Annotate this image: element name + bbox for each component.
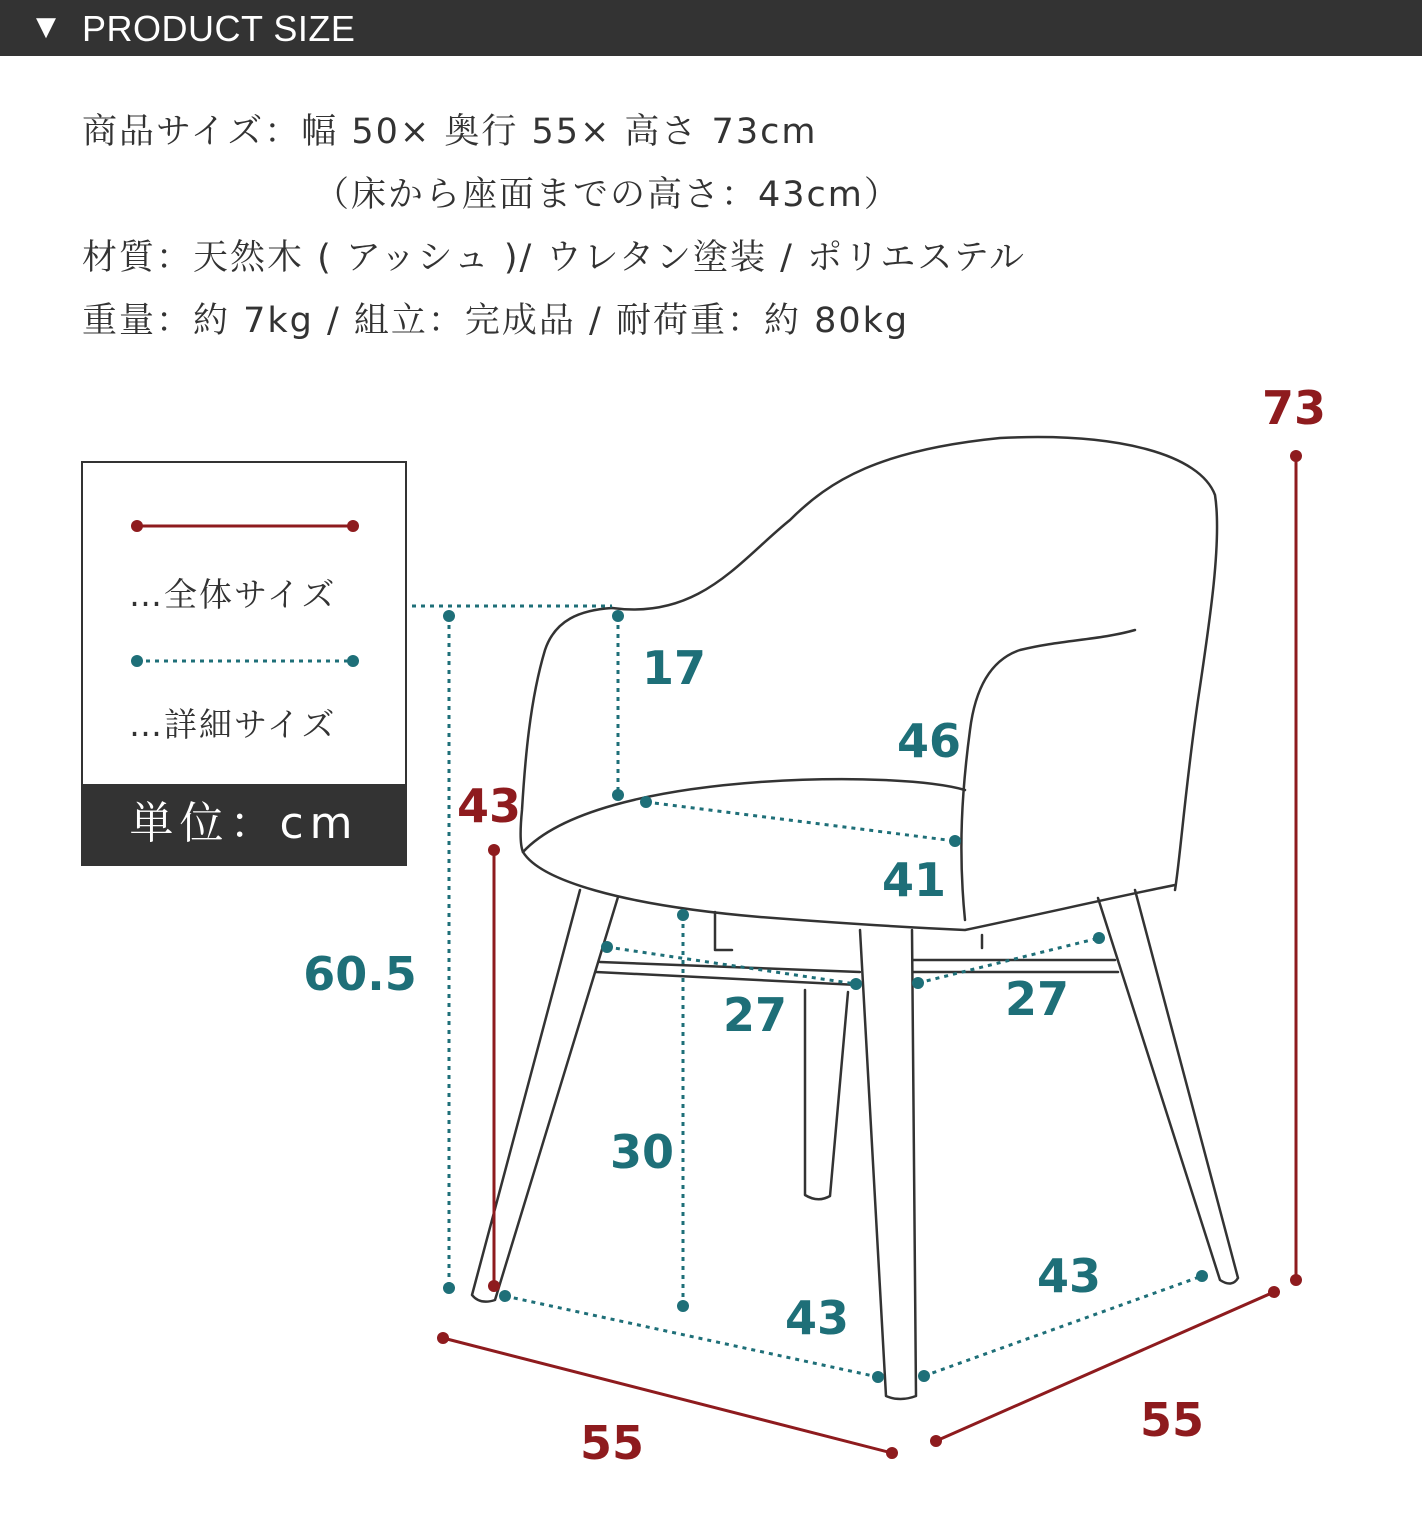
chair-leg-back-center	[805, 990, 848, 1199]
height-total-dot-bottom	[1290, 1274, 1302, 1286]
height-total-dot-top	[1290, 450, 1302, 462]
legend-overall-label: …全体サイズ	[129, 575, 337, 614]
width-front-label: 55	[579, 1416, 645, 1470]
stretcher-height-dot-top	[677, 909, 689, 921]
height-total-label: 73	[1261, 381, 1327, 435]
seat-height-dot-bottom	[488, 1280, 500, 1292]
overall-dimension-lines	[437, 450, 1302, 1459]
stretcher-left-dot-left	[601, 941, 613, 953]
seat-height-dot-top	[488, 844, 500, 856]
spec-product-size: 商品サイズ：幅 50× 奥行 55× 高さ 73cm	[82, 112, 818, 152]
stretcher-left-label: 27	[722, 988, 788, 1042]
depth-side-line	[936, 1292, 1274, 1441]
chair-leg-right	[1098, 890, 1238, 1284]
depth-side-dot-right	[1268, 1286, 1280, 1298]
leg-span-front-label: 43	[784, 1291, 850, 1345]
width-front-dot-left	[437, 1332, 449, 1344]
depth-side-dot-left	[930, 1435, 942, 1447]
triangle-down-icon: ▼	[36, 12, 56, 42]
armrest-height-label: 60.5	[303, 947, 417, 1001]
leg-span-side-dot-left	[918, 1370, 930, 1382]
seat-height-label: 43	[456, 779, 522, 833]
leg-span-side-dot-right	[1196, 1270, 1208, 1282]
seat-width-line	[646, 802, 955, 841]
spec-seat-height: （床から座面までの高さ：43cm）	[314, 175, 901, 215]
seat-width-label: 46	[896, 714, 962, 768]
spec-material: 材質：天然木 ( アッシュ )/ ウレタン塗装 / ポリエステル	[82, 238, 1026, 278]
leg-span-front-dot-right	[872, 1371, 884, 1383]
stretcher-height-label: 30	[609, 1125, 675, 1179]
chair-front-edge	[523, 852, 1175, 930]
width-front-dot-right	[886, 1447, 898, 1459]
chair-outline	[472, 437, 1238, 1399]
depth-side-label: 55	[1139, 1393, 1205, 1447]
leg-span-front-dot-left	[499, 1290, 511, 1302]
armrest-height-dot-top	[443, 610, 455, 622]
section-title: PRODUCT SIZE	[82, 8, 356, 49]
arm-above-seat-dot-bottom	[612, 789, 624, 801]
seat-width-dot-left	[640, 796, 652, 808]
seat-width-dot-right	[949, 835, 961, 847]
stretcher-right-dot-right	[1093, 932, 1105, 944]
armrest-height-dot-bottom	[443, 1282, 455, 1294]
legend-detail-label: …詳細サイズ	[129, 705, 337, 744]
chair-seat	[523, 779, 965, 852]
unit-label: 単位：cm	[83, 784, 405, 864]
chair-right-arm-inner	[961, 630, 1135, 920]
width-front-line	[443, 1338, 892, 1453]
seat-depth-label: 41	[881, 853, 947, 907]
chair-left-arm	[521, 608, 612, 852]
arm-above-seat-dot-top	[612, 610, 624, 622]
stretcher-left-dot-right	[850, 978, 862, 990]
stretcher-right-dot-left	[912, 977, 924, 989]
arm-above-seat-label: 17	[641, 641, 707, 695]
stretcher-height-dot-bottom	[677, 1300, 689, 1312]
spec-weight: 重量：約 7kg / 組立：完成品 / 耐荷重：約 80kg	[82, 301, 910, 341]
stretcher-right-label: 27	[1004, 972, 1070, 1026]
chair-stretcher-left	[596, 912, 860, 985]
chair-leg-front-center	[860, 930, 916, 1399]
leg-span-side-label: 43	[1036, 1249, 1102, 1303]
